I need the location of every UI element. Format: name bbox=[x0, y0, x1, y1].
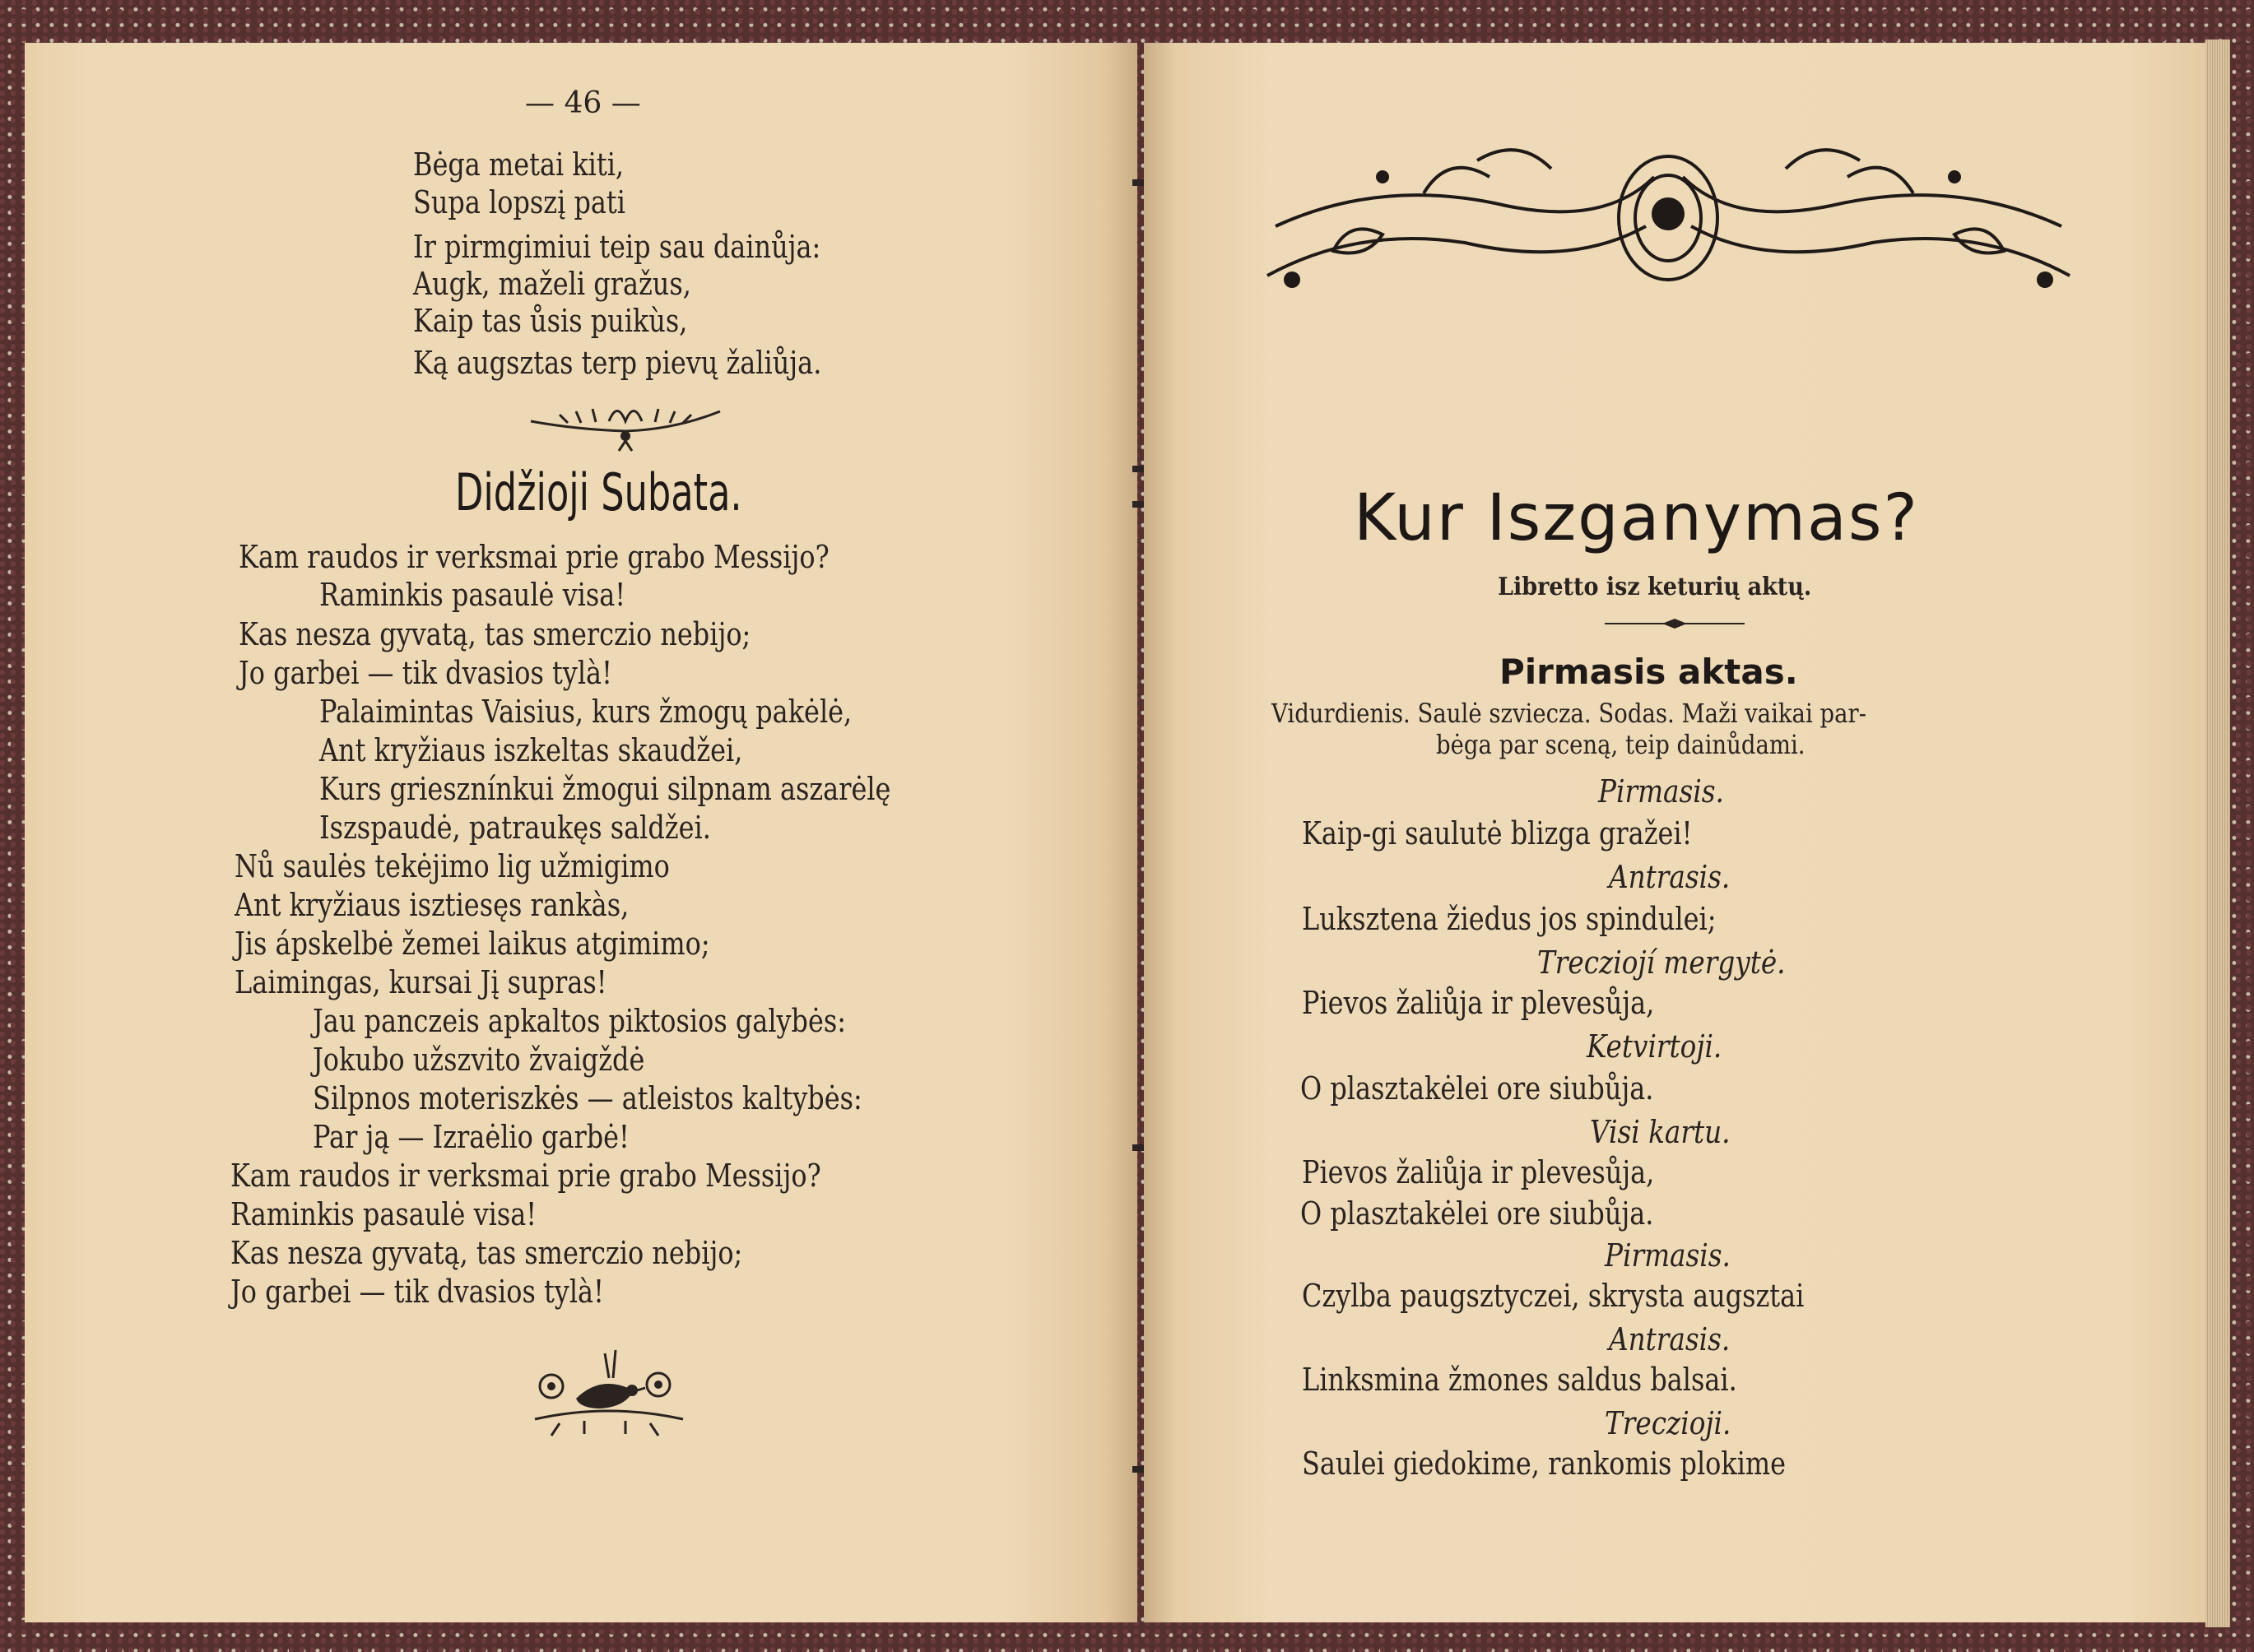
poem-line: Jau panczeis apkaltos piktosios galybės: bbox=[313, 1003, 847, 1039]
dialogue-line: Saulei giedokime, rankomis plokime bbox=[1302, 1446, 1787, 1482]
act-title: Pirmasis aktas. bbox=[1499, 652, 1798, 692]
poem-line: Ką augsztas terp pievų žaliůja. bbox=[413, 345, 822, 381]
dialogue-line: Pievos žaliůja ir plevesůja, bbox=[1302, 1154, 1655, 1190]
dialogue-line: Luksztena žiedus jos spindulei; bbox=[1302, 901, 1717, 937]
speaker-name: Pirmasis. bbox=[1605, 1237, 1731, 1274]
dialogue-line: Kaip-gi saulutė blizga gražei! bbox=[1302, 815, 1693, 852]
poem-line: Raminkis pasaulė visa! bbox=[319, 577, 626, 613]
poem-title: Didžioji Subata. bbox=[455, 462, 742, 522]
poem-line: Kam raudos ir verksmai prie grabo Messijo? bbox=[239, 539, 830, 575]
poem-line: Jo garbei — tik dvasios tylà! bbox=[230, 1274, 604, 1310]
speaker-name: Trecziojí mergytė. bbox=[1537, 944, 1786, 981]
poem-line: Kam raudos ir verksmai prie grabo Messijo? bbox=[230, 1158, 821, 1194]
speaker-name: Antrasis. bbox=[1609, 1321, 1731, 1357]
poem-line: Kas nesza gyvatą, tas smerczio nebijo; bbox=[239, 616, 751, 652]
poem-line: Silpnos moteriszkės — atleistos kaltybės: bbox=[313, 1080, 862, 1116]
dialogue-line: O plasztakėlei ore siubůja. bbox=[1300, 1070, 1654, 1107]
dialogue-line: Linksmina žmones saldus balsai. bbox=[1302, 1362, 1737, 1398]
speaker-name: Antrasis. bbox=[1609, 859, 1731, 895]
poem-line: Augk, maželi gražus, bbox=[413, 266, 691, 302]
poem-line: Ant kryžiaus iszkeltas skaudžei, bbox=[319, 732, 743, 768]
poem-line: Ir pirmgimiui teip sau dainůja: bbox=[413, 229, 821, 265]
page-number: — 46 — bbox=[525, 86, 641, 120]
poem-line: Jokubo užszvito žvaigždė bbox=[313, 1042, 645, 1078]
dialogue-line: Pievos žaliůja ir plevesůja, bbox=[1302, 985, 1655, 1021]
poem-line: Jis ápskelbė žemei laikus atgimimo; bbox=[235, 926, 710, 962]
dialogue-line: O plasztakėlei ore siubůja. bbox=[1300, 1195, 1654, 1232]
divider-rule-icon bbox=[1605, 617, 1745, 630]
poem-line: Palaimintas Vaisius, kurs žmogų pakėlė, bbox=[319, 694, 853, 730]
poem-line: Kaip tas ůsis puikùs, bbox=[413, 303, 688, 339]
poem-line: Kas nesza gyvatą, tas smerczio nebijo; bbox=[230, 1235, 743, 1271]
decorative-scroll-header-icon bbox=[1259, 128, 2078, 304]
play-subtitle: Libretto isz keturių aktų. bbox=[1498, 573, 1812, 601]
poem-line: Par ją — Izraėlio garbė! bbox=[313, 1119, 630, 1155]
bird-flower-ornament-icon bbox=[527, 1345, 691, 1444]
stage-direction-line: Vidurdienis. Saulė szviecza. Sodas. Maži vaikai par- bbox=[1271, 698, 1866, 729]
poem-line: Kurs griesznínkui žmogui silpnam aszarėlę bbox=[319, 771, 891, 807]
speaker-name: Visi kartu. bbox=[1590, 1114, 1731, 1150]
speaker-name: Treczioji. bbox=[1605, 1405, 1731, 1441]
small-vine-ornament-icon bbox=[527, 397, 724, 454]
poem-line: Ant kryžiaus isztiesęs rankàs, bbox=[235, 887, 630, 923]
poem-line: Bėga metai kiti, bbox=[413, 146, 625, 183]
page-edges bbox=[2205, 39, 2230, 1627]
poem-line: Supa lopszį pati bbox=[413, 184, 625, 220]
poem-line: Nů saulės tekėjimo lig užmigimo bbox=[235, 848, 670, 884]
speaker-name: Ketvirtoji. bbox=[1587, 1028, 1722, 1065]
poem-line: Jo garbei — tik dvasios tylà! bbox=[239, 655, 612, 691]
speaker-name: Pirmasis. bbox=[1598, 773, 1724, 810]
stage-direction-line: bėga par sceną, teip dainůdami. bbox=[1436, 729, 1806, 760]
poem-line: Laimingas, kursai Jį supras! bbox=[235, 964, 607, 1000]
poem-line: Raminkis pasaulė visa! bbox=[230, 1196, 537, 1232]
play-title: Kur Iszganymas? bbox=[1354, 481, 1919, 555]
poem-line: Iszspaudė, patraukęs saldžei. bbox=[319, 810, 711, 846]
dialogue-line: Czylba paugsztyczei, skrysta augsztai bbox=[1302, 1278, 1805, 1314]
